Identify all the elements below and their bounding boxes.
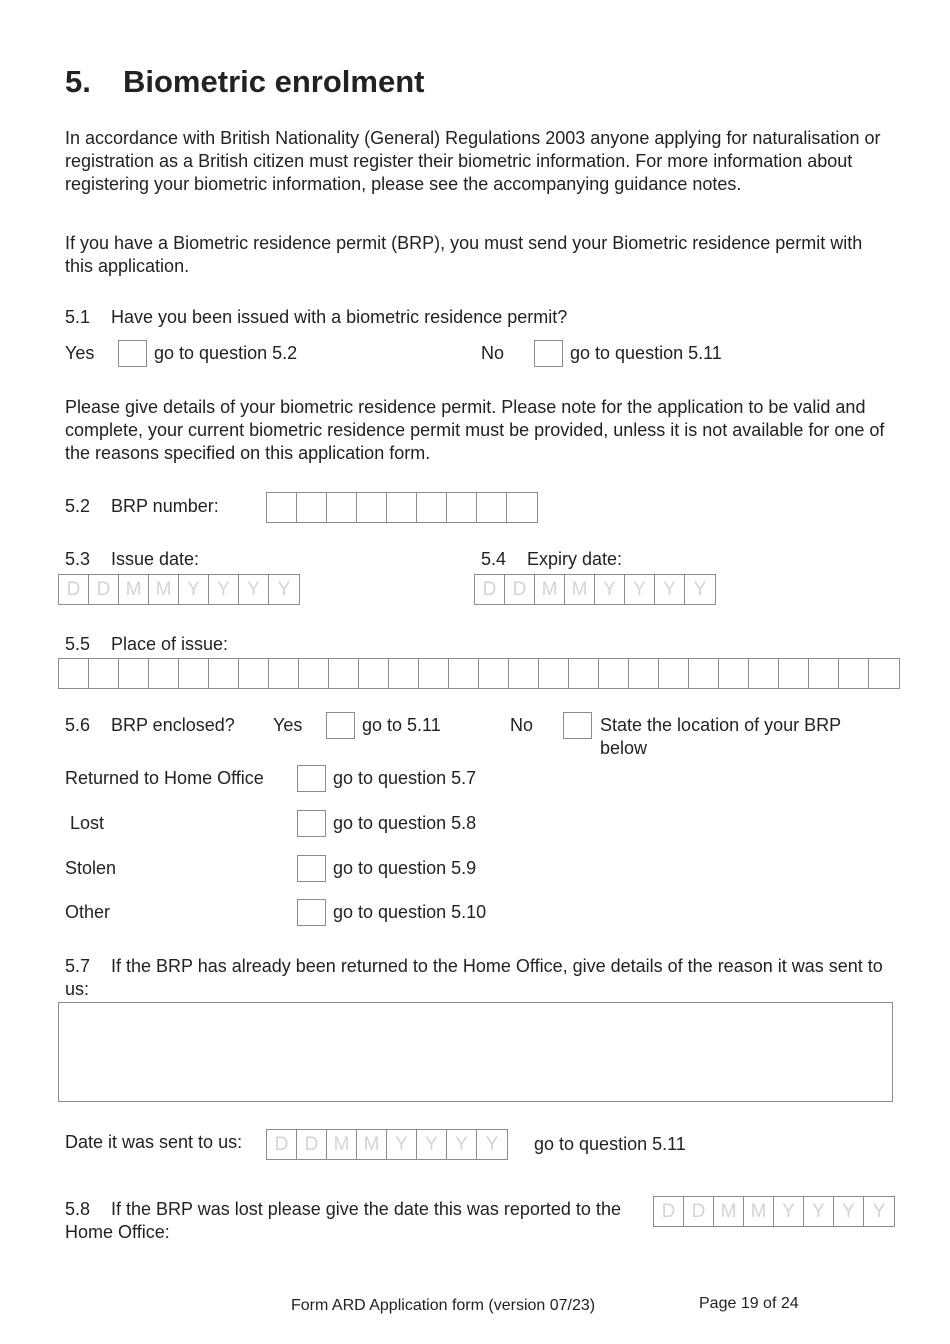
date-cell[interactable]: Y [872,1201,886,1222]
option-other-goto: go to question 5.10 [333,902,487,922]
q5-1-yes-checkbox[interactable] [118,340,147,367]
input-cell[interactable] [89,659,119,688]
input-cell[interactable] [599,659,629,688]
date-cell[interactable]: Y [625,575,655,604]
question-5-1 [65,306,567,329]
question-5-4 [481,548,622,571]
option-lost-label: Lost [70,813,105,833]
input-cell[interactable] [267,493,297,522]
input-cell[interactable] [149,659,179,688]
section-title: Biometric enrolment [123,64,425,99]
question-5-8 [65,1198,640,1244]
input-cell[interactable] [447,493,477,522]
q5-1-no-goto: go to question 5.11 [570,343,722,363]
input-cell[interactable] [389,659,419,688]
input-cell[interactable] [357,493,387,522]
issue-date-input[interactable] [58,574,300,605]
input-cell[interactable] [749,659,779,688]
section-heading [65,62,424,102]
input-cell[interactable] [569,659,599,688]
date-cell[interactable]: Y [387,1130,417,1159]
date-cell[interactable]: D [59,575,89,604]
option-stolen-goto: go to question 5.9 [333,858,477,878]
date-sent-label: Date it was sent to us: [65,1132,243,1152]
input-cell[interactable] [869,659,899,688]
date-cell[interactable]: D [297,1130,327,1159]
date-cell[interactable]: Y [834,1197,864,1226]
date-cell[interactable]: D [89,575,119,604]
question-text: If the BRP was lost please give the date this was reported to the Home Office: [65,1199,621,1242]
question-number: 5.8 [65,1199,91,1219]
q5-7-goto: go to question 5.11 [534,1134,686,1154]
date-cell[interactable]: M [149,575,179,604]
question-number: 5.5 [65,634,91,654]
date-cell[interactable]: Y [655,575,685,604]
date-cell[interactable]: Y [209,575,239,604]
date-cell[interactable]: Y [485,1134,499,1155]
date-cell[interactable]: M [714,1197,744,1226]
input-cell[interactable] [329,659,359,688]
q5-6-yes-label: Yes [273,715,303,735]
question-5-7 [65,955,885,1001]
date-sent-input[interactable] [266,1129,508,1160]
input-cell[interactable] [839,659,869,688]
date-cell[interactable]: Y [179,575,209,604]
option-returned-goto: go to question 5.7 [333,768,477,788]
question-text: Expiry date: [527,549,623,569]
date-cell[interactable]: Y [447,1130,477,1159]
option-other-checkbox[interactable] [297,899,326,926]
input-cell[interactable] [327,493,357,522]
q5-6-no-instruction: State the location of your BRP below [600,715,841,758]
question-text: Issue date: [111,549,200,569]
input-cell[interactable] [239,659,269,688]
expiry-date-input[interactable] [474,574,716,605]
date-cell[interactable]: D [267,1130,297,1159]
date-cell[interactable]: Y [693,579,707,600]
footer-page-number: Page 19 of 24 [699,1295,799,1312]
input-cell[interactable] [59,659,89,688]
question-5-2 [65,495,219,518]
q5-1-yes-goto: go to question 5.2 [154,343,298,363]
date-cell[interactable]: D [684,1197,714,1226]
input-cell[interactable] [479,659,509,688]
question-5-3 [65,548,199,571]
details-note: Please give details of your biometric residence permit. Please note for the application to be valid and complete, your current biometric residence permit must be provided, unless it is not available for one of the reasons specified on this application form. [65,397,885,463]
date-cell[interactable]: Y [595,575,625,604]
question-number: 5.1 [65,307,91,327]
q5-6-yes-goto: go to 5.11 [362,715,441,735]
question-number: 5.4 [481,549,507,569]
input-cell[interactable] [659,659,689,688]
input-cell[interactable] [417,493,447,522]
return-reason-textarea[interactable] [58,1002,893,1102]
date-cell[interactable]: Y [277,579,291,600]
input-cell[interactable] [539,659,569,688]
q5-6-no-label: No [510,715,534,735]
brp-number-input[interactable] [266,492,538,523]
date-cell[interactable]: Y [804,1197,834,1226]
q5-1-yes-label: Yes [65,343,95,363]
option-returned-label: Returned to Home Office [65,768,264,788]
date-cell[interactable]: M [565,575,595,604]
input-cell[interactable] [119,659,149,688]
input-cell[interactable] [477,493,507,522]
date-cell[interactable]: M [357,1130,387,1159]
input-cell[interactable] [179,659,209,688]
date-cell[interactable]: M [535,575,565,604]
date-cell[interactable]: M [744,1197,774,1226]
q5-6-no-checkbox[interactable] [563,712,592,739]
date-cell[interactable]: D [505,575,535,604]
question-number: 5.3 [65,549,91,569]
q5-1-no-checkbox[interactable] [534,340,563,367]
option-stolen-label: Stolen [65,858,117,878]
input-cell[interactable] [719,659,749,688]
section-number: 5. [65,64,91,99]
input-cell[interactable] [629,659,659,688]
question-5-6 [65,714,235,737]
option-lost-goto: go to question 5.8 [333,813,477,833]
input-cell[interactable] [689,659,719,688]
intro-paragraph-2: If you have a Biometric residence permit (BRP), you must send your Biometric residence permit with this application. [65,233,863,276]
question-text: Place of issue: [111,634,229,654]
option-stolen-checkbox[interactable] [297,855,326,882]
input-cell[interactable] [209,659,239,688]
date-cell[interactable]: D [475,575,505,604]
input-cell[interactable] [509,659,539,688]
question-5-5 [65,633,228,656]
option-returned-checkbox[interactable] [297,765,326,792]
option-lost-checkbox[interactable] [297,810,326,837]
q5-6-yes-checkbox[interactable] [326,712,355,739]
q5-1-no-label: No [481,343,505,363]
date-cell[interactable]: M [327,1130,357,1159]
input-cell[interactable] [299,659,329,688]
input-cell[interactable] [449,659,479,688]
date-cell[interactable]: Y [417,1130,447,1159]
place-of-issue-input[interactable] [58,658,900,689]
question-number: 5.6 [65,715,91,735]
question-text: BRP number: [111,496,219,516]
input-cell[interactable] [387,493,417,522]
input-cell[interactable] [297,493,327,522]
date-cell[interactable]: D [654,1197,684,1226]
input-cell[interactable] [507,493,537,522]
question-number: 5.7 [65,956,91,976]
lost-reported-date-input[interactable] [653,1196,895,1227]
input-cell[interactable] [269,659,299,688]
option-other-label: Other [65,902,111,922]
input-cell[interactable] [359,659,389,688]
input-cell[interactable] [419,659,449,688]
question-text: Have you been issued with a biometric residence permit? [111,307,568,327]
date-cell[interactable]: Y [774,1197,804,1226]
input-cell[interactable] [779,659,809,688]
intro-paragraph-1: In accordance with British Nationality (General) Regulations 2003 anyone applying for naturalisation or registration as a British citizen must register their biometric information. For more information about registering your biometric information, please see the accompanying guidance notes. [65,128,881,194]
footer-form-name: Form ARD Application form (version 07/23) [291,1297,596,1314]
input-cell[interactable] [809,659,839,688]
date-cell[interactable]: Y [239,575,269,604]
question-number: 5.2 [65,496,91,516]
question-text: If the BRP has already been returned to the Home Office, give details of the reason it was sent to us: [65,956,883,999]
date-cell[interactable]: M [119,575,149,604]
question-text: BRP enclosed? [111,715,235,735]
